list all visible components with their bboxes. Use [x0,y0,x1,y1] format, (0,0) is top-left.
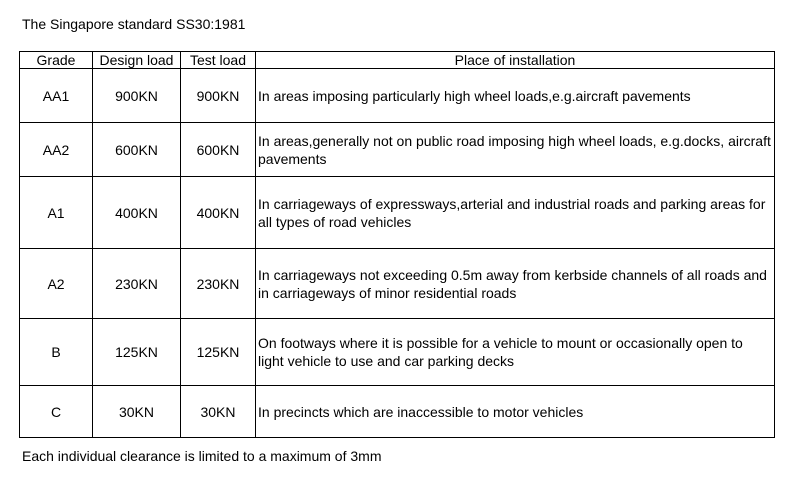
grade-cell: A1 [20,177,93,249]
test-load-cell: 125KN [181,319,256,386]
header-grade: Grade [20,52,93,69]
table-row [20,69,775,123]
table-row [20,249,775,319]
test-load-cell: 900KN [181,69,256,123]
design-load-cell: 125KN [93,319,181,386]
place-cell: In areas imposing particularly high wheel loads,e.g.aircraft pavements [256,69,775,123]
place-cell: In carriageways not exceeding 0.5m away from kerbside channels of all roads and in carriageways of minor residential roads [256,249,775,319]
grade-cell: AA1 [20,69,93,123]
design-load-cell: 900KN [93,69,181,123]
table-row [20,386,775,438]
grade-cell: C [20,386,93,438]
document-title: The Singapore standard SS30:1981 [22,16,246,32]
place-cell: In carriageways of expressways,arterial and industrial roads and parking areas for all types of road vehicles [256,177,775,249]
test-load-cell: 230KN [181,249,256,319]
grade-cell: AA2 [20,123,93,177]
header-test-load: Test load [181,52,256,69]
place-cell: On footways where it is possible for a vehicle to mount or occasionally open to light vehicle to use and car parking decks [256,319,775,386]
header-design-load: Design load [93,52,181,69]
table-row [20,319,775,386]
grade-cell: B [20,319,93,386]
table-header-row [20,52,775,69]
standard-table [19,51,775,438]
test-load-cell: 600KN [181,123,256,177]
test-load-cell: 30KN [181,386,256,438]
footnote: Each individual clearance is limited to a maximum of 3mm [22,448,382,464]
table-row [20,177,775,249]
design-load-cell: 30KN [93,386,181,438]
grade-cell: A2 [20,249,93,319]
place-cell: In areas,generally not on public road imposing high wheel loads, e.g.docks, aircraft pavements [256,123,775,177]
place-cell: In precincts which are inaccessible to motor vehicles [256,386,775,438]
table-row [20,123,775,177]
design-load-cell: 230KN [93,249,181,319]
test-load-cell: 400KN [181,177,256,249]
design-load-cell: 400KN [93,177,181,249]
design-load-cell: 600KN [93,123,181,177]
header-place-of-installation: Place of installation [256,52,775,69]
